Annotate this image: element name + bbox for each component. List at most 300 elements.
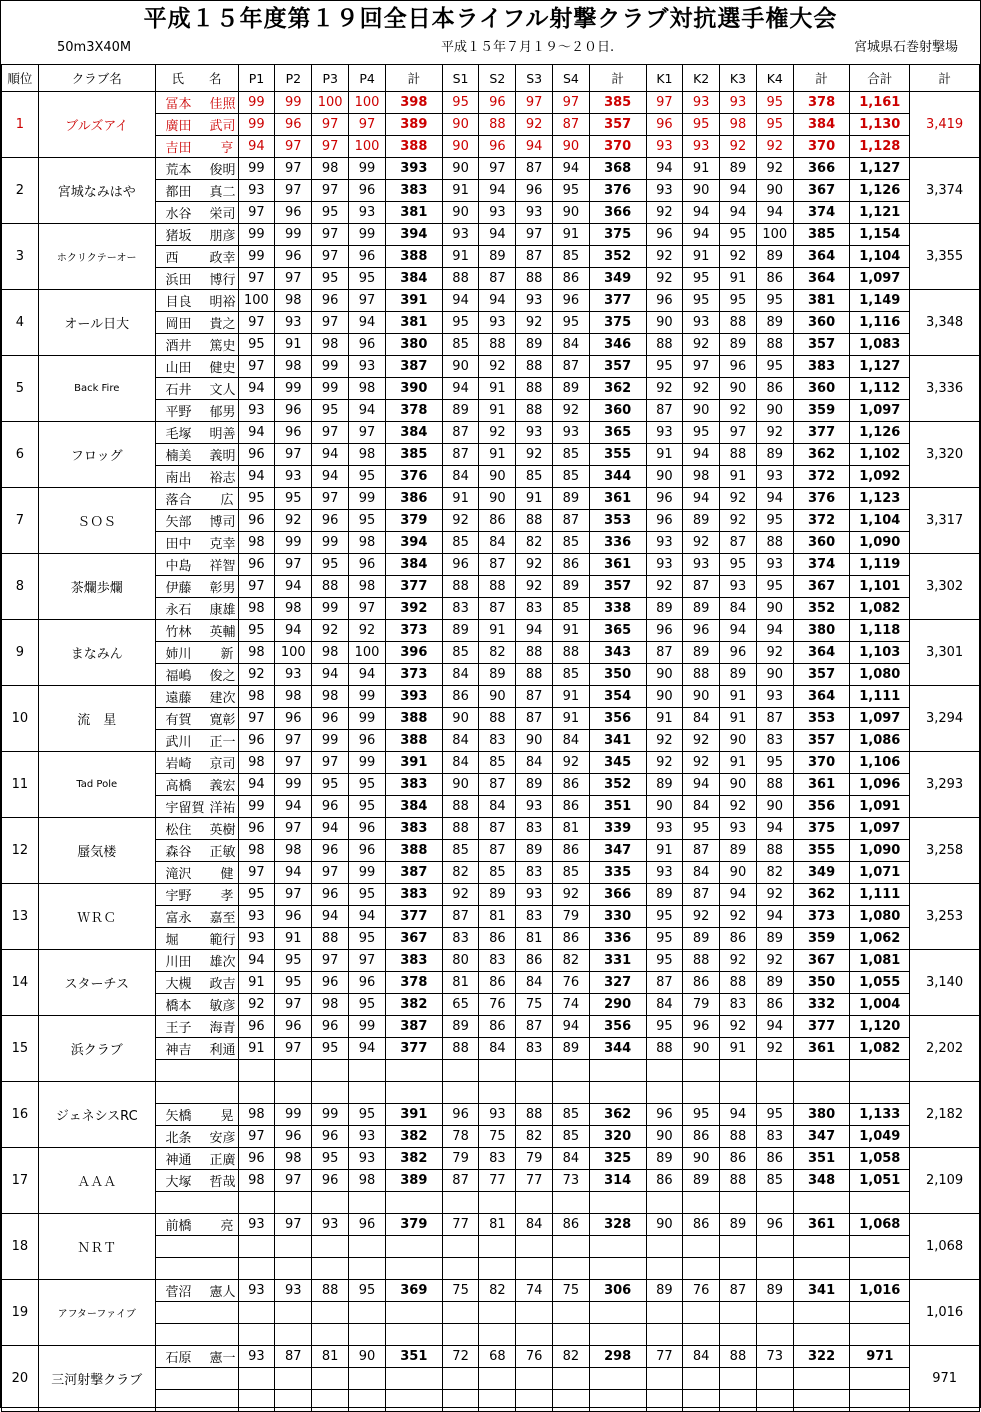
score-k4: 73 — [756, 1346, 793, 1368]
score-s2: 82 — [479, 1280, 516, 1302]
score-grand-total — [850, 1236, 910, 1258]
score-s4: 85 — [553, 246, 590, 268]
score-p2 — [275, 1302, 312, 1324]
score-p4: 97 — [349, 290, 386, 312]
score-k1: 94 — [646, 158, 683, 180]
score-k3: 89 — [720, 1214, 757, 1236]
team-club-name: ジェネシスRC — [38, 1082, 155, 1148]
shooter-family-name: 石井 — [165, 383, 192, 398]
score-p3: 99 — [312, 356, 349, 378]
score-k-total: 364 — [793, 268, 850, 290]
score-s1 — [442, 1236, 479, 1258]
score-p1 — [238, 1324, 275, 1346]
score-p1: 93 — [238, 1214, 275, 1236]
score-k-total: 356 — [793, 796, 850, 818]
score-k-total: 341 — [793, 1280, 850, 1302]
score-s4: 90 — [553, 202, 590, 224]
score-p3: 94 — [312, 818, 349, 840]
score-k2: 90 — [683, 1148, 720, 1170]
score-s-total: 338 — [589, 598, 646, 620]
score-p2: 99 — [275, 532, 312, 554]
score-s4: 87 — [553, 356, 590, 378]
score-p2: 97 — [275, 444, 312, 466]
score-s1: 72 — [442, 1346, 479, 1368]
score-p4: 96 — [349, 334, 386, 356]
score-p3: 95 — [312, 268, 349, 290]
score-s-total: 360 — [589, 400, 646, 422]
score-k-total — [793, 1082, 850, 1104]
score-k-total: 362 — [793, 444, 850, 466]
team-total: 3,302 — [910, 554, 980, 620]
header-k-total: 計 — [793, 65, 850, 92]
shooter-family-name: 目良 — [165, 295, 192, 310]
score-grand-total: 1,090 — [850, 532, 910, 554]
team-total: 3,140 — [910, 950, 980, 1016]
score-p-total: 384 — [386, 268, 443, 290]
score-p4: 95 — [349, 774, 386, 796]
score-p2: 97 — [275, 818, 312, 840]
score-k4: 94 — [756, 488, 793, 510]
score-k4 — [756, 1302, 793, 1324]
score-k3: 86 — [720, 928, 757, 950]
score-k3: 93 — [720, 576, 757, 598]
score-k3: 91 — [720, 752, 757, 774]
score-k3: 89 — [720, 664, 757, 686]
score-k4: 90 — [756, 180, 793, 202]
score-s-total: 353 — [589, 510, 646, 532]
score-s-total — [589, 1390, 646, 1412]
score-k1 — [646, 1390, 683, 1412]
score-k2: 90 — [683, 1038, 720, 1060]
score-p1: 98 — [238, 1170, 275, 1192]
score-p-total: 377 — [386, 906, 443, 928]
score-p3: 94 — [312, 664, 349, 686]
header-s2: S2 — [479, 65, 516, 92]
team-total: 2,182 — [910, 1082, 980, 1148]
score-s3: 89 — [516, 840, 553, 862]
score-s1 — [442, 1324, 479, 1346]
score-s2 — [479, 1060, 516, 1082]
score-p1: 94 — [238, 422, 275, 444]
team-rank: 13 — [2, 884, 39, 950]
team-club-name: 浜クラブ — [38, 1016, 155, 1082]
score-k3: 89 — [720, 158, 757, 180]
shooter-given-name: 憲人 — [209, 1285, 236, 1300]
score-k1: 88 — [646, 1038, 683, 1060]
shooter-given-name: 正敏 — [209, 845, 236, 860]
score-k3: 92 — [720, 950, 757, 972]
score-p1: 91 — [238, 972, 275, 994]
score-s-total — [589, 1302, 646, 1324]
score-p1: 94 — [238, 466, 275, 488]
score-s-total — [589, 1192, 646, 1214]
score-s3: 93 — [516, 884, 553, 906]
score-s2: 89 — [479, 246, 516, 268]
score-k1 — [646, 1060, 683, 1082]
score-grand-total: 1,004 — [850, 994, 910, 1016]
score-k1: 91 — [646, 444, 683, 466]
team-rank: 10 — [2, 686, 39, 752]
score-s2: 87 — [479, 554, 516, 576]
score-s4: 85 — [553, 664, 590, 686]
score-k-total — [793, 1258, 850, 1280]
team-club-name: ホクリクテーオー — [38, 224, 155, 290]
table-row — [2, 554, 980, 576]
score-p3: 88 — [312, 576, 349, 598]
score-p4: 96 — [349, 840, 386, 862]
shooter-name — [155, 158, 238, 180]
score-s1: 81 — [442, 972, 479, 994]
score-s3: 83 — [516, 1038, 553, 1060]
score-k2: 93 — [683, 312, 720, 334]
score-k1: 90 — [646, 664, 683, 686]
team-club-name: 三河射撃クラブ — [38, 1346, 155, 1412]
score-p2: 97 — [275, 752, 312, 774]
score-p3: 97 — [312, 422, 349, 444]
shooter-given-name: 義明 — [209, 449, 236, 464]
score-k4: 93 — [756, 686, 793, 708]
score-k2 — [683, 1302, 720, 1324]
header-s-total: 計 — [589, 65, 646, 92]
score-s-total: 365 — [589, 620, 646, 642]
score-s-total: 327 — [589, 972, 646, 994]
score-p1: 95 — [238, 334, 275, 356]
shooter-name — [155, 1214, 238, 1236]
score-s-total: 351 — [589, 796, 646, 818]
shooter-family-name: 冨本 — [165, 97, 192, 112]
score-p2: 97 — [275, 994, 312, 1016]
score-k4: 89 — [756, 246, 793, 268]
score-s2: 83 — [479, 950, 516, 972]
score-k4: 89 — [756, 312, 793, 334]
score-k-total: 357 — [793, 664, 850, 686]
score-s3: 87 — [516, 686, 553, 708]
score-s3: 92 — [516, 554, 553, 576]
score-grand-total: 1,112 — [850, 378, 910, 400]
score-k1: 93 — [646, 136, 683, 158]
team-total: 3,293 — [910, 752, 980, 818]
score-p-total: 378 — [386, 972, 443, 994]
score-p3: 99 — [312, 378, 349, 400]
shooter-family-name: 神通 — [165, 1153, 192, 1168]
shooter-given-name: 亮 — [220, 1219, 234, 1234]
score-s3: 84 — [516, 752, 553, 774]
score-s2: 81 — [479, 906, 516, 928]
score-s3: 88 — [516, 378, 553, 400]
score-p2: 92 — [275, 510, 312, 532]
shooter-family-name: 森谷 — [165, 845, 192, 860]
score-k3: 92 — [720, 136, 757, 158]
score-s4: 90 — [553, 136, 590, 158]
shooter-given-name: 克幸 — [209, 537, 236, 552]
score-grand-total: 1,051 — [850, 1170, 910, 1192]
score-k3: 86 — [720, 1148, 757, 1170]
score-s4: 84 — [553, 334, 590, 356]
score-k3: 84 — [720, 598, 757, 620]
score-s1: 79 — [442, 1148, 479, 1170]
score-p1: 97 — [238, 268, 275, 290]
score-k-total: 353 — [793, 708, 850, 730]
shooter-given-name: 利通 — [209, 1043, 236, 1058]
team-club-name: 茶爛歩爛 — [38, 554, 155, 620]
score-s2: 89 — [479, 884, 516, 906]
shooter-given-name: 俊之 — [209, 669, 236, 684]
score-k-total: 357 — [793, 334, 850, 356]
shooter-given-name: 敏彦 — [209, 999, 236, 1014]
score-p3: 99 — [312, 532, 349, 554]
score-k1: 92 — [646, 752, 683, 774]
score-s1 — [442, 1390, 479, 1412]
score-k2: 86 — [683, 1126, 720, 1148]
shooter-given-name: 裕志 — [209, 471, 236, 486]
score-s1 — [442, 1082, 479, 1104]
score-k2: 95 — [683, 268, 720, 290]
shooter-given-name: 俊明 — [209, 163, 236, 178]
team-rank: 4 — [2, 290, 39, 356]
score-s1: 90 — [442, 708, 479, 730]
score-s1: 90 — [442, 114, 479, 136]
score-s3 — [516, 1368, 553, 1390]
score-s-total: 375 — [589, 312, 646, 334]
score-s2: 90 — [479, 686, 516, 708]
score-p2: 97 — [275, 1038, 312, 1060]
score-p4: 99 — [349, 708, 386, 730]
score-s2 — [479, 1082, 516, 1104]
score-s1 — [442, 1060, 479, 1082]
score-k3: 90 — [720, 378, 757, 400]
shooter-family-name: 遠藤 — [165, 691, 192, 706]
table-row — [2, 422, 980, 444]
score-p1: 98 — [238, 642, 275, 664]
score-p1: 98 — [238, 686, 275, 708]
score-k-total: 361 — [793, 774, 850, 796]
score-s-total: 314 — [589, 1170, 646, 1192]
score-k2: 95 — [683, 422, 720, 444]
score-p-total: 383 — [386, 180, 443, 202]
score-k4: 95 — [756, 752, 793, 774]
score-s-total: 361 — [589, 488, 646, 510]
score-s1: 85 — [442, 840, 479, 862]
score-p-total: 392 — [386, 598, 443, 620]
score-s-total: 344 — [589, 1038, 646, 1060]
score-k4 — [756, 1082, 793, 1104]
score-k2: 90 — [683, 686, 720, 708]
team-club-name: まなみん — [38, 620, 155, 686]
score-p2: 96 — [275, 202, 312, 224]
score-k-total: 361 — [793, 1038, 850, 1060]
score-p4: 99 — [349, 686, 386, 708]
score-s-total: 365 — [589, 422, 646, 444]
score-grand-total — [850, 1258, 910, 1280]
score-p2: 97 — [275, 884, 312, 906]
score-p2: 97 — [275, 730, 312, 752]
event-date: 平成１５年７月１９～２０日. — [441, 40, 615, 55]
score-grand-total — [850, 1324, 910, 1346]
score-k-total: 381 — [793, 290, 850, 312]
shooter-given-name: 祥智 — [209, 559, 236, 574]
score-p2 — [275, 1324, 312, 1346]
score-grand-total: 1,106 — [850, 752, 910, 774]
header-p1: P1 — [238, 65, 275, 92]
score-k1: 93 — [646, 532, 683, 554]
score-s3: 88 — [516, 1104, 553, 1126]
header-k4: K4 — [756, 65, 793, 92]
score-s2: 83 — [479, 730, 516, 752]
score-p3 — [312, 1258, 349, 1280]
header-row — [2, 65, 980, 92]
score-s-total: 361 — [589, 554, 646, 576]
shooter-family-name: 大槻 — [165, 977, 192, 992]
shooter-name — [155, 884, 238, 906]
score-k1: 87 — [646, 400, 683, 422]
score-k4: 89 — [756, 444, 793, 466]
score-p3: 98 — [312, 686, 349, 708]
score-k2: 84 — [683, 796, 720, 818]
score-k4: 88 — [756, 774, 793, 796]
shooter-family-name: 矢橋 — [165, 1109, 192, 1124]
score-p-total: 390 — [386, 378, 443, 400]
shooter-family-name: 宇留賀 — [165, 801, 205, 816]
shooter-given-name: 憲一 — [209, 1351, 236, 1366]
score-s4 — [553, 1082, 590, 1104]
shooter-name — [155, 774, 238, 796]
score-p4: 100 — [349, 92, 386, 114]
score-s2: 91 — [479, 378, 516, 400]
score-s-total: 328 — [589, 1214, 646, 1236]
team-club-name: ブルズアイ — [38, 92, 155, 158]
score-p4: 93 — [349, 1126, 386, 1148]
score-p4 — [349, 1368, 386, 1390]
score-k4: 92 — [756, 1038, 793, 1060]
score-p4: 95 — [349, 268, 386, 290]
score-p3: 98 — [312, 158, 349, 180]
score-grand-total: 1,090 — [850, 840, 910, 862]
score-k3: 93 — [720, 92, 757, 114]
shooter-name — [155, 290, 238, 312]
score-s-total: 330 — [589, 906, 646, 928]
score-k3: 95 — [720, 224, 757, 246]
score-p2: 98 — [275, 1148, 312, 1170]
header-name: 氏 名 — [155, 65, 238, 92]
shooter-family-name: 滝沢 — [165, 867, 192, 882]
score-k4: 95 — [756, 92, 793, 114]
shooter-family-name: 松住 — [165, 823, 192, 838]
shooter-family-name: 西 — [165, 251, 179, 266]
score-p2: 96 — [275, 906, 312, 928]
score-s3: 90 — [516, 730, 553, 752]
score-p2: 94 — [275, 862, 312, 884]
score-k2: 95 — [683, 114, 720, 136]
score-s3: 91 — [516, 488, 553, 510]
team-rank: 17 — [2, 1148, 39, 1214]
shooter-family-name: 川田 — [165, 955, 192, 970]
score-k2: 84 — [683, 862, 720, 884]
header-grand-total: 合計 — [850, 65, 910, 92]
score-p1: 98 — [238, 1104, 275, 1126]
score-p-total: 382 — [386, 1126, 443, 1148]
score-k2: 92 — [683, 334, 720, 356]
score-p1: 99 — [238, 114, 275, 136]
team-club-name: 蜃気楼 — [38, 818, 155, 884]
score-p-total: 381 — [386, 312, 443, 334]
score-k1: 95 — [646, 950, 683, 972]
score-s3: 76 — [516, 1346, 553, 1368]
score-k-total: 359 — [793, 928, 850, 950]
score-k3: 88 — [720, 1346, 757, 1368]
score-s4: 92 — [553, 884, 590, 906]
score-grand-total: 1,123 — [850, 488, 910, 510]
shooter-name — [155, 906, 238, 928]
score-p-total: 383 — [386, 950, 443, 972]
score-s2: 84 — [479, 1038, 516, 1060]
score-k3 — [720, 1368, 757, 1390]
score-s-total — [589, 1236, 646, 1258]
score-k3: 96 — [720, 642, 757, 664]
score-grand-total — [850, 1082, 910, 1104]
score-k1: 89 — [646, 1148, 683, 1170]
score-s4: 82 — [553, 950, 590, 972]
score-p4: 99 — [349, 224, 386, 246]
score-s2: 87 — [479, 840, 516, 862]
score-s3 — [516, 1236, 553, 1258]
score-p1: 94 — [238, 378, 275, 400]
score-s2: 68 — [479, 1346, 516, 1368]
shooter-name — [155, 972, 238, 994]
score-k1: 92 — [646, 202, 683, 224]
shooter-name — [155, 92, 238, 114]
score-grand-total: 1,128 — [850, 136, 910, 158]
score-k2: 91 — [683, 158, 720, 180]
shooter-family-name: 橋本 — [165, 999, 192, 1014]
shooter-name — [155, 1170, 238, 1192]
shooter-name — [155, 246, 238, 268]
team-total: 2,202 — [910, 1016, 980, 1082]
score-k4: 94 — [756, 202, 793, 224]
score-s4: 96 — [553, 290, 590, 312]
score-k3: 94 — [720, 180, 757, 202]
score-k1: 92 — [646, 378, 683, 400]
shooter-given-name: 安彦 — [209, 1131, 236, 1146]
score-k4: 92 — [756, 950, 793, 972]
score-p1 — [238, 1390, 275, 1412]
score-p-total: 367 — [386, 928, 443, 950]
score-s3 — [516, 1302, 553, 1324]
score-s-total: 335 — [589, 862, 646, 884]
score-s1: 96 — [442, 1104, 479, 1126]
shooter-given-name: 範行 — [209, 933, 236, 948]
score-k2: 89 — [683, 1170, 720, 1192]
score-k3: 92 — [720, 488, 757, 510]
score-s-total: 345 — [589, 752, 646, 774]
score-p-total: 388 — [386, 246, 443, 268]
score-s1: 88 — [442, 268, 479, 290]
score-p3: 93 — [312, 1214, 349, 1236]
score-s-total: 376 — [589, 180, 646, 202]
shooter-name — [155, 818, 238, 840]
score-grand-total: 1,126 — [850, 422, 910, 444]
shooter-name — [155, 620, 238, 642]
score-s3: 93 — [516, 796, 553, 818]
score-s1: 84 — [442, 752, 479, 774]
score-s1: 87 — [442, 422, 479, 444]
score-p2 — [275, 1390, 312, 1412]
score-s1: 82 — [442, 862, 479, 884]
shooter-name — [155, 1236, 238, 1258]
score-k4: 94 — [756, 818, 793, 840]
score-p1: 97 — [238, 356, 275, 378]
score-s4: 89 — [553, 1038, 590, 1060]
score-p4: 93 — [349, 1148, 386, 1170]
